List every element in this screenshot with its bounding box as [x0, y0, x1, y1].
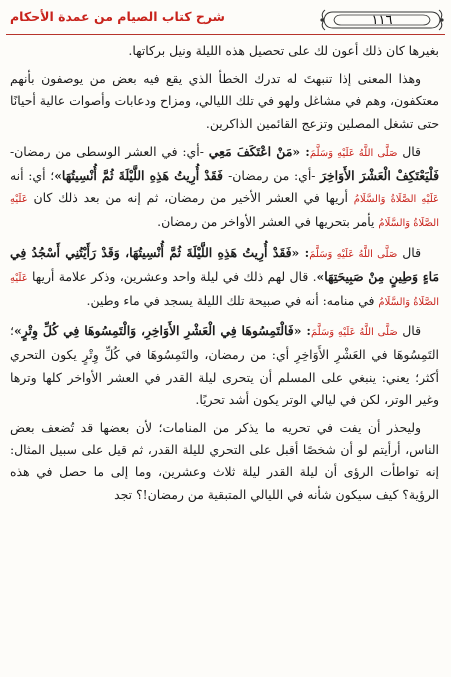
hadith-quote: فَقَدْ أُرِيتُ هَذِهِ اللَّيْلَةَ ثُمَّ أُنْسِيتُهَا» — [54, 168, 229, 184]
book-title: شرح كتاب الصيام من عمدة الأحكام — [10, 9, 225, 24]
text-span: في منامه: أنه في صبيحة تلك الليلة يسجد في ماء وطين. — [86, 293, 379, 309]
hadith-quote: : «فَقَدْ أُرِيتُ هَذِهِ اللَّيْلَةَ ثُمَّ أُنْسِيتُهَا، وَقَدْ رَأَيْتُنِي أَسْجُدُ فِي مَاءٍ وَطِينٍ مِنْ صَبِيحَتِهَا» — [10, 244, 439, 284]
honorific-salla: صَلَّى اللَّهُ عَلَيْهِ وَسَلَّمَ — [310, 327, 398, 339]
text-span: قال — [402, 244, 421, 260]
page-body — [10, 40, 439, 512]
text-span: قال — [402, 323, 421, 339]
paragraph-2: وهذا المعنى إذا تنبهتَ له تدرك الخطأ الذي يقع فيه بعض من يوصفون بأنهم معتكفون، وهم في مشاغل ولهو في تلك الليالي، ومزاح ودعابات وأصوات عالية أحيانًا حتى تشغل المصلين وتزعج القائمين الذاكرين. — [10, 71, 439, 131]
text-span: أريها في العشر الأخير من رمضان، ثم إنه من بعد ذلك كان — [33, 190, 354, 206]
paragraph-5 — [10, 320, 439, 411]
text-span: ؛ أي: أنه — [10, 168, 55, 184]
text-span: -أي: من رمضان- — [228, 168, 321, 184]
text-span: يأمر بتحريها في العشر الأواخر من رمضان. — [157, 214, 379, 230]
honorific-salla: صَلَّى اللَّهُ عَلَيْهِ وَسَلَّمَ — [309, 248, 398, 260]
hadith-quote: : «مَنْ اعْتَكَفَ مَعِي — [208, 143, 310, 159]
honorific-alayhi: عَلَيْهِ الصَّلَاةُ وَالسَّلَامُ — [10, 194, 439, 230]
page-number: ١١٦ — [371, 12, 393, 28]
text-span: ؛ التَمِسُوهَا في العَشْرِ الأَوَاخِرِ أي: من رمضان، والتَمِسُوهَا في كُلِّ وِتْرٍ يكون التحري أكثر؛ يعني: ينبغي على المسلم أن يتحرى ليلة القدر في العشر الأواخر كلها وترها وغير الوتر، لكن في ليالي الوتر يكون أشد تحريًا. — [10, 323, 439, 407]
honorific-alayhi: عَلَيْهِ الصَّلَاةُ وَالسَّلَامُ — [353, 194, 439, 206]
text-span: -أي: في العشر الوسطى من رمضان- — [10, 143, 209, 159]
text-span: قال — [402, 143, 421, 159]
paragraph-6: وليحذر أن يفت في تحريه ما يذكر من المنامات؛ لأن بعضها قد تُضعف بعض الناس، أرأيتم لو أن شخصًا أقبل على التحري لليلة القدر، ثم قيل على سبيل المثال: إنه تواطأت الرؤى أن ليلة القدر ليلة ثلاث وعشرين، وما إلى ما حصل في هذه الرؤية؟ كيف سيكون شأنه في الليالي المتبقية من رمضان!؟ تجد — [10, 420, 439, 502]
hadith-quote: : «فَالْتَمِسُوهَا فِي الْعَشْرِ الأَوَاخِرِ، وَالْتَمِسُوهَا فِي كُلِّ وِتْرٍ» — [13, 323, 311, 339]
page-header — [6, 6, 445, 36]
honorific-alayhi: عَلَيْهِ الصَّلَاةُ وَالسَّلَامُ — [10, 272, 439, 309]
hadith-quote: فَلْيَعْتَكِفْ الْعَشْرَ الأَوَاخِرَ — [320, 168, 439, 184]
page-number-frame — [319, 6, 445, 34]
header-divider — [6, 34, 445, 35]
honorific-salla: صَلَّى اللَّهُ عَلَيْهِ وَسَلَّمَ — [309, 147, 398, 159]
paragraph-3 — [10, 141, 439, 236]
paragraph-4 — [10, 242, 439, 315]
text-span: . قال لهم ذلك في ليلة واحد وعشرين، وذكر علامة أريها — [32, 268, 317, 284]
paragraph-1: بغيرها كان ذلك أعون لك على تحصيل هذه الليلة ونيل بركاتها. — [128, 43, 439, 58]
